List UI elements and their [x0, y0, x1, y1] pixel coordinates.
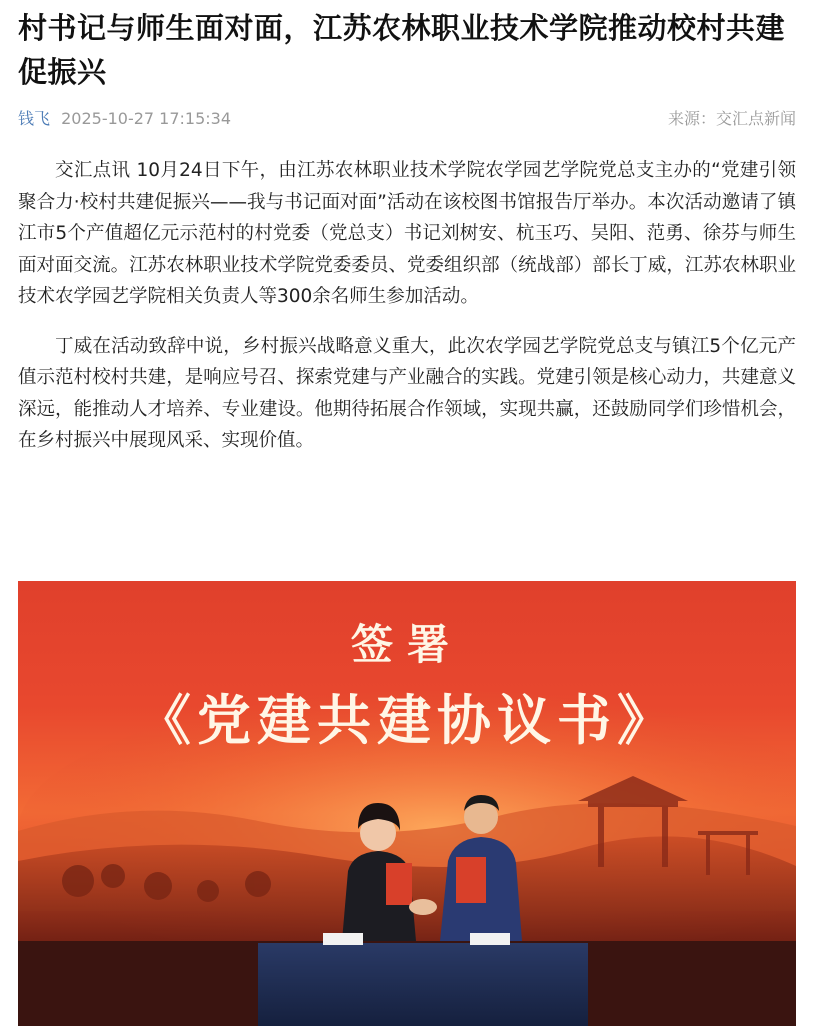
article-meta	[18, 106, 796, 132]
author-link[interactable]: 钱飞	[18, 109, 51, 128]
publish-time: 2025-10-27 17:15:34	[61, 109, 232, 128]
banner-title-small: 签署	[350, 620, 464, 669]
photo-scene	[18, 581, 796, 1026]
banner-title-large: 《党建共建协议书》	[137, 688, 677, 752]
article-source: 来源：交汇点新闻	[667, 109, 796, 128]
article-paragraph: 交汇点讯 10月24日下午，由江苏农林职业技术学院农学园艺学院党总支主办的“党建引领聚合力·校村共建促振兴——我与书记面对面”活动在该校图书馆报告厅举办。本次活动邀请了镇江市5个产值超亿元示范村的村党委（党总支）书记刘树安、杭玉巧、吴阳、范勇、徐芬与师生面对面交流。江苏农林职业技术学院党委委员、党委组织部（统战部）部长丁威，江苏农林职业技术农学园艺学院相关负责人等300余名师生参加活动。	[18, 160, 796, 307]
article-title: 村书记与师生面对面，江苏农林职业技术学院推动校村共建促振兴	[18, 11, 786, 89]
article	[18, 0, 796, 457]
article-paragraph: 丁威在活动致辞中说，乡村振兴战略意义重大，此次农学园艺学院党总支与镇江5个亿元产值示范村校村共建，是响应号召、探索党建与产业融合的实践。党建引领是核心动力，共建意义深远，能推动人才培养、专业建设。他期待拓展合作领域，实现共赢，还鼓励同学们珍惜机会，在乡村振兴中展现风采、实现价值。	[18, 335, 796, 451]
article-photo[interactable]	[18, 581, 796, 1026]
signing-table	[258, 943, 588, 1026]
